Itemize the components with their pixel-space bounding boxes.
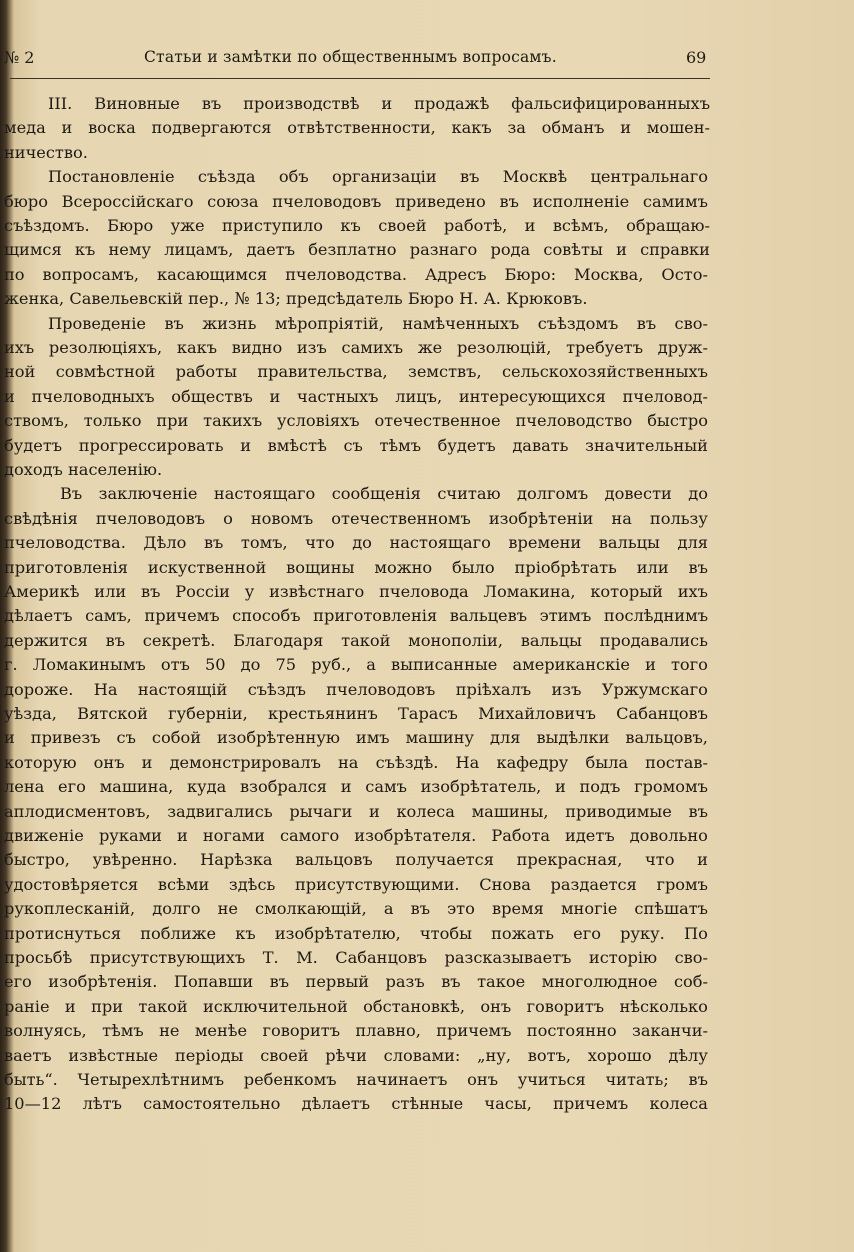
text-line: и привезъ съ собой изобрѣтенную имъ машину для выдѣлки вальцовъ, (4, 728, 708, 747)
text-line: лена его машина, куда взобрался и самъ изобрѣтатель, и подъ громомъ (4, 777, 708, 796)
text-line: дороже. На настоящій съѣздъ пчеловодовъ пріѣхалъ изъ Уржумскаго (4, 680, 708, 699)
page-number: 69 (686, 48, 707, 67)
text-line: Америкѣ или въ Россіи у извѣстнаго пчеловода Ломакина, который ихъ (4, 582, 708, 601)
text-line: 10—12 лѣтъ самостоятельно дѣлаетъ стѣнные часы, причемъ колеса (4, 1094, 708, 1113)
text-line: свѣдѣнія пчеловодовъ о новомъ отечественномъ изобрѣтеніи на пользу (4, 509, 708, 528)
text-line: дѣлаетъ самъ, причемъ способъ приготовленія вальцевъ этимъ послѣднимъ (4, 606, 708, 625)
text-line: ствомъ, только при такихъ условіяхъ отечественное пчеловодство быстро (4, 411, 708, 430)
text-line: доходъ населенію. (4, 460, 163, 479)
text-line: меда и воска подвергаются отвѣтственности, какъ за обманъ и мошен- (4, 118, 710, 137)
text-line: Проведеніе въ жизнь мѣропріятій, намѣченныхъ съѣздомъ въ сво- (48, 314, 708, 333)
text-line: удостовѣряется всѣми здѣсь присутствующими. Снова раздается громъ (4, 875, 708, 894)
text-line: держится въ секретѣ. Благодаря такой монополіи, вальцы продавались (4, 631, 708, 650)
text-line: движеніе руками и ногами самого изобрѣтателя. Работа идетъ довольно (4, 826, 708, 845)
text-line: III. Виновные въ производствѣ и продажѣ фальсифицированныхъ (48, 94, 710, 113)
page-header (0, 46, 854, 70)
issue-number: № 2 (4, 48, 35, 67)
text-line: волнуясь, тѣмъ не менѣе говоритъ плавно, причемъ постоянно заканчи- (4, 1021, 708, 1040)
text-line: рукоплесканій, долго не смолкающій, а въ это время многіе спѣшатъ (4, 899, 708, 918)
text-line: Постановленіе съѣзда объ организаціи въ Москвѣ центральнаго (48, 167, 708, 186)
text-line: по вопросамъ, касающимся пчеловодства. Адресъ Бюро: Москва, Осто- (4, 265, 708, 284)
text-line: женка, Савельевскій пер., № 13; предсѣдатель Бюро Н. А. Крюковъ. (4, 289, 588, 308)
text-line: которую онъ и демонстрировалъ на съѣздѣ. На кафедру была постав- (4, 753, 708, 772)
header-rule (10, 78, 710, 79)
text-line: будетъ прогрессировать и вмѣстѣ съ тѣмъ будетъ давать значительный (4, 436, 708, 455)
text-line: Въ заключеніе настоящаго сообщенія считаю долгомъ довести до (60, 484, 708, 503)
text-line: аплодисментовъ, задвигались рычаги и колеса машины, приводимые въ (4, 802, 708, 821)
text-line: ихъ резолюціяхъ, какъ видно изъ самихъ же резолюцій, требуетъ друж- (4, 338, 708, 357)
text-line: протиснуться поближе къ изобрѣтателю, чтобы пожать его руку. По (4, 924, 708, 943)
text-line: раніе и при такой исключительной обстановкѣ, онъ говоритъ нѣсколько (4, 997, 708, 1016)
text-line: бюро Всероссійскаго союза пчеловодовъ приведено въ исполненіе самимъ (4, 192, 708, 211)
text-line: ничество. (4, 143, 88, 162)
text-line: ваетъ извѣстные періоды своей рѣчи словами: „ну, вотъ, хорошо дѣлу (4, 1046, 708, 1065)
text-line: ной совмѣстной работы правительства, земствъ, сельскохозяйственныхъ (4, 362, 708, 381)
running-title: Статьи и замѣтки по общественнымъ вопросамъ. (144, 48, 557, 66)
text-line: быстро, увѣренно. Нарѣзка вальцовъ получается прекрасная, что и (4, 850, 708, 869)
text-line: пчеловодства. Дѣло въ томъ, что до настоящаго времени вальцы для (4, 533, 708, 552)
text-line: съѣздомъ. Бюро уже приступило къ своей работѣ, и всѣмъ, обращаю- (4, 216, 710, 235)
text-line: его изобрѣтенія. Попавши въ первый разъ въ такое многолюдное соб- (4, 972, 708, 991)
text-line: уѣзда, Вятской губерніи, крестьянинъ Тарасъ Михайловичъ Сабанцовъ (4, 704, 708, 723)
text-line: г. Ломакинымъ отъ 50 до 75 руб., а выписанные американскіе и того (4, 655, 708, 674)
text-line: просьбѣ присутствующихъ Т. М. Сабанцовъ разсказываетъ исторію сво- (4, 948, 708, 967)
text-line: и пчеловодныхъ обществъ и частныхъ лицъ, интересующихся пчеловод- (4, 387, 708, 406)
text-line: приготовленія искуственной вощины можно было пріобрѣтать или въ (4, 558, 708, 577)
text-line: быть“. Четырехлѣтнимъ ребенкомъ начинаетъ онъ учиться читать; въ (4, 1070, 708, 1089)
text-line: щимся къ нему лицамъ, даетъ безплатно разнаго рода совѣты и справки (4, 240, 710, 259)
